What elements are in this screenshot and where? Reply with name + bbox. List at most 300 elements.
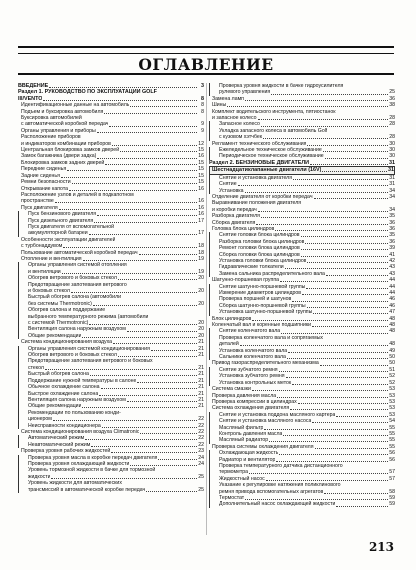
toc-entry-title: и боковых стекол <box>28 288 70 294</box>
toc-entry-page: 56 <box>389 450 395 457</box>
toc-entry-page: 46 <box>389 302 395 309</box>
toc-entry-title: Коленчатый вал и коренные подшипники <box>212 322 312 329</box>
toc-entry-title: Органы управления и приборы <box>21 127 96 134</box>
toc-entry-title: Гидравлические толкатели <box>219 264 284 271</box>
leader-dots <box>85 439 197 440</box>
toc-entry-page: 21 <box>198 352 204 359</box>
toc-entry-title: и индикаторов комбинации приборов <box>21 140 111 147</box>
toc-entry-page: 8 <box>201 95 204 102</box>
leader-dots <box>93 305 197 306</box>
leader-dots <box>307 145 388 146</box>
toc-entry-page: 46 <box>389 296 395 303</box>
toc-entry-title: Проверка давления масла <box>212 392 277 399</box>
leader-dots <box>49 87 197 88</box>
leader-dots <box>298 403 388 404</box>
toc-entry-title: Разборка двигателя <box>212 213 260 220</box>
toc-entry-title: Установка головки блока цилиндров <box>219 257 307 264</box>
toc-entry-page: 34 <box>389 187 395 194</box>
leader-dots <box>283 435 388 436</box>
toc-entry-title: Регламент технического обслуживания <box>212 140 307 147</box>
toc-entry-page: 43 <box>389 264 395 271</box>
toc-entry-title: Проверка уровня масла в коробке передач двигателя <box>28 454 158 461</box>
toc-entry-page: 34 <box>389 206 395 213</box>
leader-dots <box>82 407 197 408</box>
toc-entry[interactable] <box>209 501 395 507</box>
toc-entry-page: 58 <box>389 488 395 495</box>
leader-dots <box>322 171 387 172</box>
leader-dots <box>325 158 388 159</box>
toc-entry-title: Запасное колесо <box>219 121 260 128</box>
leader-dots <box>55 202 197 203</box>
toc-entry-page: 36 <box>389 225 395 232</box>
toc-entry-page: 54 <box>389 418 395 425</box>
toc-entry-page: 49 <box>389 347 395 354</box>
toc-entry-page: 24 <box>198 454 204 461</box>
leader-dots <box>286 377 388 378</box>
leader-dots <box>118 279 197 280</box>
toc-entry-title: Жидкостный насос <box>219 475 265 482</box>
toc-entry-page: 48 <box>389 328 395 335</box>
toc-entry-title: Система кондиционирования воздуха <box>21 339 113 346</box>
leader-dots <box>275 230 388 231</box>
leader-dots <box>61 177 197 178</box>
leader-dots <box>293 179 388 180</box>
toc-entry-title: Отопление и вентиляция <box>21 255 82 262</box>
leader-dots <box>245 192 388 193</box>
toc-entry-page: 15 <box>198 159 204 166</box>
leader-dots <box>130 465 197 466</box>
leader-dots <box>301 236 388 237</box>
toc-entry-title: Охлаждающая жидкость <box>219 450 279 457</box>
toc-entry-page: 53 <box>389 398 395 405</box>
leader-dots <box>279 371 388 372</box>
leader-dots <box>97 158 197 159</box>
toc-entry-page: 47 <box>389 309 395 316</box>
leader-dots <box>94 222 197 223</box>
toc-entry-title: Подъем и буксировка автомобиля <box>21 108 104 115</box>
toc-entry-title: стекол <box>28 364 44 371</box>
leader-dots <box>97 215 197 216</box>
toc-entry-title: аккумуляторной батареи <box>28 230 88 237</box>
toc-entry-title: Радиатор и вентилятор <box>219 456 276 463</box>
toc-entry-title: Рекомендации по пользованию конди- <box>28 409 121 416</box>
toc-entry-page: 19 <box>198 255 204 262</box>
toc-entry-page: 53 <box>389 411 395 418</box>
toc-entry-page: 36 <box>389 238 395 245</box>
toc-entry-title: Обогрев ветрового и боковых стекол <box>28 352 117 359</box>
leader-dots <box>67 170 197 171</box>
leader-dots <box>320 365 388 366</box>
toc-entry-title: Проверка компрессии в цилиндрах <box>212 398 297 405</box>
leader-dots <box>158 459 197 460</box>
leader-dots <box>89 324 197 325</box>
toc-column-right <box>209 83 395 541</box>
toc-entry-title: Раздел 1. РУКОВОДСТВО ПО ЭКСПЛУАТАЦИИ GOLF <box>18 89 157 96</box>
toc-entry-title: Установка контрольных меток <box>219 379 292 386</box>
toc-entry-title: Масляный фильтр <box>219 424 264 431</box>
leader-dots <box>249 473 388 474</box>
toc-entry-page: 20 <box>198 320 204 327</box>
leader-dots <box>72 183 197 184</box>
toc-entry-title: рулевого управления <box>219 89 271 96</box>
leader-dots <box>89 234 197 235</box>
leader-dots <box>315 448 388 449</box>
toc-entry-title: с турбонаддувом <box>21 243 63 250</box>
leader-dots <box>263 138 388 139</box>
leader-dots <box>130 106 197 107</box>
toc-entry-page: 53 <box>389 405 395 412</box>
toc-entry-title: Замена сальника распределительного вала <box>219 270 325 277</box>
toc-entry-page: 44 <box>389 290 395 296</box>
leader-dots <box>71 292 197 293</box>
leader-dots <box>146 491 197 492</box>
toc-entry-title: Быстрое охлаждение салона <box>28 390 99 397</box>
leader-dots <box>227 106 388 107</box>
toc-entry-title: Пуск двигателя <box>21 204 58 211</box>
toc-entry-title: Особенности эксплуатации двигателей <box>21 236 116 243</box>
toc-entry-title: с системой Thermotronic) <box>28 320 89 327</box>
leader-dots <box>113 343 197 344</box>
toc-entry-title: Передние сиденья <box>21 166 67 173</box>
toc-entry-page: 36 <box>389 219 395 226</box>
toc-entry-title: Проверка уровня охлаждающей жидкости <box>28 460 130 467</box>
toc-entry-page: 21 <box>198 396 204 403</box>
leader-dots <box>59 209 197 210</box>
toc-entry-title: Проверка уровня рабочих жидкостей <box>21 448 111 455</box>
toc-entry-page: 20 <box>198 275 204 282</box>
toc-entry-title: ВВЕДЕНИЕ <box>18 83 49 89</box>
toc-entry-page: 15 <box>198 166 204 173</box>
leader-dots <box>240 345 388 346</box>
toc-entry-title: Органы управления системой кондиционирования <box>28 345 150 352</box>
toc-entry-page: 12 <box>198 140 204 147</box>
leader-dots <box>277 397 388 398</box>
toc-entry-title: Сборка головки блока цилиндров <box>219 251 300 258</box>
leader-dots <box>97 132 197 133</box>
toc-entry-page: 53 <box>389 386 395 393</box>
toc-entry-title: с автоматической коробкой передач <box>21 121 109 128</box>
leader-dots <box>127 331 197 332</box>
leader-dots <box>102 427 197 428</box>
toc-entry-page: 38 <box>389 102 395 109</box>
toc-entry-title: жидкости <box>28 473 51 480</box>
toc-entry-page: 22 <box>198 422 204 429</box>
leader-dots <box>307 307 388 308</box>
toc-entry-page: 30 <box>389 147 395 154</box>
leader-dots <box>82 337 197 338</box>
leader-dots <box>139 254 197 255</box>
toc-entry-title: без системы Thermotronic) <box>28 300 92 307</box>
toc-entry-page: 20 <box>198 332 204 339</box>
toc-entry-title: Снятие шатунно-поршневой группы <box>219 283 306 290</box>
toc-entry-page: 30 <box>389 153 395 160</box>
leader-dots <box>69 190 197 191</box>
toc-entry-title: Неисправности кондиционера <box>28 422 101 429</box>
leader-dots <box>312 422 388 423</box>
page-number: 213 <box>368 540 394 554</box>
toc-entry-title: Проверка системы охлаждения двигателя <box>212 443 314 450</box>
leader-dots <box>301 256 388 257</box>
toc-column-left <box>18 83 204 541</box>
toc-entry-title: Обогрев салона и поддержание <box>28 307 106 314</box>
toc-entry-title: Быстрый обогрев салона <box>28 371 89 378</box>
toc-entry-title: Обычное охлаждение салона <box>28 384 100 391</box>
toc-entry-title: Система кондиционирования воздуха Climatronic <box>21 428 140 435</box>
toc-entry-page: 55 <box>389 430 395 437</box>
leader-dots <box>271 94 388 95</box>
toc-entry-page: 20 <box>198 288 204 294</box>
toc-entry-title: Блок цилиндров <box>212 315 252 322</box>
leader-dots <box>245 100 388 101</box>
toc-entry-page: 21 <box>198 390 204 397</box>
toc-entry-page: 51 <box>389 366 395 373</box>
toc-entry-title: Установка шатунно-поршневой группы <box>219 309 313 316</box>
leader-dots <box>336 506 388 507</box>
toc-entry-title: Буксировка автомобилей <box>21 115 82 122</box>
leader-dots <box>287 358 388 359</box>
leader-dots <box>127 401 197 402</box>
toc-entry-title: Снятие коленчатого вала <box>219 328 281 335</box>
toc-entry-page: 31 <box>389 181 395 188</box>
toc-entry-title: Пуск бензинового двигателя <box>28 211 97 218</box>
toc-entry-title: Уровень жидкости для автоматических <box>28 480 122 487</box>
toc-entry-page: 48 <box>389 322 395 329</box>
leader-dots <box>266 480 388 481</box>
toc-entry-title: Укладка запасного колеса в автомобиль Golf <box>219 127 328 134</box>
toc-entry-page: 21 <box>198 403 204 410</box>
toc-entry-title: Проверка уровня жидкости в бачке гидроусилителя <box>219 83 344 89</box>
toc-entry-title: пространстве <box>21 198 54 205</box>
leader-dots <box>280 281 388 282</box>
toc-entry-page: 21 <box>198 339 204 346</box>
leader-dots <box>63 247 197 248</box>
toc-entry-title: с кузовом хэтчбек <box>219 134 263 141</box>
toc-entry-title: Сальники коленчатого вала <box>219 354 286 361</box>
leader-dots <box>336 416 388 417</box>
toc-entry-page: 57 <box>389 469 395 476</box>
leader-dots <box>118 356 197 357</box>
toc-entry-title: Предотвращение запотевания ветрового и боковых <box>28 358 153 365</box>
toc-entry-title: деталей <box>219 341 239 348</box>
leader-dots <box>324 493 388 494</box>
toc-entry-page: 22 <box>198 428 204 435</box>
toc-entry-page: 28 <box>389 121 395 128</box>
toc-entry-title: Сборка шатунно-поршневой группы <box>219 302 306 309</box>
toc-entry-title: Снятие и установка двигателя <box>219 174 293 181</box>
toc-entry-page: 19 <box>198 268 204 275</box>
toc-entry-page: 31 <box>389 159 395 166</box>
toc-entry-page: 35 <box>389 232 395 239</box>
toc-entry-page: 22 <box>198 441 204 448</box>
toc-entry-page: 42 <box>389 257 395 264</box>
leader-dots <box>310 164 388 165</box>
toc-entry-title: Установка <box>219 187 244 194</box>
leader-dots <box>323 151 388 152</box>
toc-entry-title: Проверка коленчатого вала и сопрягаемых <box>219 334 324 341</box>
toc-entry-page: 24 <box>198 460 204 467</box>
toc-entry-title: Периодическое техническое обслуживание <box>219 153 324 160</box>
leader-dots <box>109 126 197 127</box>
leader-dots <box>288 352 388 353</box>
toc-entry-title: Шины <box>212 102 227 109</box>
leader-dots <box>281 333 388 334</box>
toc-entry-title: Автоматический режим <box>28 435 85 442</box>
toc-entry-page: 44 <box>389 283 395 290</box>
toc-entry-title: Шестнадцатиклапанные двигатели (16V) <box>212 167 322 174</box>
leader-dots <box>313 313 388 314</box>
toc-entry-title: ционером <box>28 416 52 423</box>
toc-entry-title: Снятие <box>219 181 237 188</box>
toc-entry-page: 43 <box>389 270 395 277</box>
toc-entry-title: Проверка температурного датчика дистанционного <box>219 462 343 469</box>
leader-dots <box>326 275 388 276</box>
toc-entry-page: 28 <box>389 115 395 122</box>
leader-dots <box>261 217 388 218</box>
toc-entry-title: Вентиляция салона наружным воздухом <box>28 396 126 403</box>
leader-dots <box>306 288 388 289</box>
toc-entry-page: 52 <box>389 379 395 386</box>
column-separator <box>206 83 207 535</box>
toc-entry-page: 8 <box>201 102 204 109</box>
toc-entry-page: 18 <box>198 249 204 256</box>
leader-dots <box>112 145 197 146</box>
toc-entry-page: 21 <box>198 377 204 384</box>
leader-dots <box>314 198 388 199</box>
toc-entry-page: 39 <box>389 245 395 252</box>
toc-entry-page: 21 <box>198 345 204 352</box>
toc-entry-page: 16 <box>198 198 204 205</box>
toc-entry-title: Быстрый обогрев салона (автомобили <box>28 294 121 301</box>
toc-entry-title: Неавтоматический режим <box>28 441 91 448</box>
toc-entry-page: 16 <box>198 211 204 218</box>
toc-entry-title: Идентификационные данные на автомобиль <box>21 102 130 109</box>
toc-entry-title: III/VENTO <box>18 95 43 102</box>
toc-entry-page: 8 <box>201 108 204 115</box>
leader-dots <box>258 211 388 212</box>
toc-entry-title: Система смазки <box>212 386 251 393</box>
top-rule <box>18 46 394 48</box>
leader-dots <box>140 433 197 434</box>
toc-entry-page: 55 <box>389 424 395 431</box>
toc-entry-page: 17 <box>198 230 204 237</box>
leader-dots <box>252 320 388 321</box>
leader-dots <box>105 164 197 165</box>
leader-dots <box>264 429 388 430</box>
toc-entry-title: Контроль давления масла <box>219 430 283 437</box>
toc-entry-page: 50 <box>389 354 395 361</box>
toc-entry-title: Масляный радиатор <box>219 437 269 444</box>
toc-entry-title: и вентиляции <box>28 268 61 275</box>
toc-entry-title: Снятие и установка поддона масляного картера <box>219 411 336 418</box>
toc-entry-page: 15 <box>198 179 204 186</box>
leader-dots <box>43 100 197 101</box>
toc-entry-page: 22 <box>198 435 204 442</box>
leader-dots <box>302 294 388 295</box>
toc-entry-page: 18 <box>198 243 204 250</box>
toc-entry[interactable] <box>209 166 395 174</box>
toc-entry-page: 28 <box>389 134 395 141</box>
leader-dots <box>62 273 197 274</box>
toc-entry-page: 31 <box>389 174 395 181</box>
leader-dots <box>83 260 197 261</box>
toc-entry-page: 17 <box>198 217 204 224</box>
leader-dots <box>245 499 388 500</box>
leader-dots <box>269 441 388 442</box>
toc-entry-page: 59 <box>389 501 395 508</box>
leader-dots <box>256 224 388 225</box>
toc-entry-page: 21 <box>198 384 204 391</box>
leader-dots <box>307 262 388 263</box>
toc-entry-page: 53 <box>389 392 395 399</box>
toc-entry-title: Указание к регулировке натяжения поликлинового <box>219 482 341 489</box>
leader-dots <box>111 452 197 453</box>
toc-entry-title: трансмиссий в автоматической коробке передач <box>28 486 146 493</box>
toc-entry-page: 59 <box>389 495 395 501</box>
toc-entry-title: Установка коленчатого вала <box>219 347 288 354</box>
toc-entry-title: Предотвращение запотевания ветрового <box>28 281 127 288</box>
toc-entry-title: Сборка двигателя <box>212 219 256 226</box>
toc-entry-page: 48 <box>389 315 395 322</box>
toc-entry-title: выбранного температурного режима (автомобили <box>28 313 149 320</box>
toc-entry-page: 31 <box>388 167 394 174</box>
toc-entry-page: 34 <box>389 193 395 200</box>
toc-entry-page: 9 <box>201 121 204 128</box>
leader-dots <box>120 151 197 152</box>
toc-entry-title: Расположение приборов <box>21 134 81 141</box>
leader-dots <box>301 249 388 250</box>
toc-entry-title: термометра <box>219 469 248 476</box>
toc-entry[interactable] <box>18 487 204 493</box>
leader-dots <box>292 384 388 385</box>
toc-entry-title: Проверка поршней и шатунов <box>219 296 292 303</box>
toc-entry-title: Задние сиденья <box>21 172 60 179</box>
toc-entry-title: Система охлаждения двигателя <box>212 405 290 412</box>
toc-entry-page: 21 <box>198 364 204 371</box>
toc-entry-title: Дополнительный насос охлаждающей жидкости <box>219 501 336 508</box>
toc-entry-title: Ежеледельное техническое обслуживание <box>219 147 322 154</box>
toc-entry-page: 15 <box>198 172 204 179</box>
toc-entry-page: 20 <box>198 326 204 333</box>
leader-dots <box>151 350 197 351</box>
toc-entry-title: Комплект водительского инструмента, пятиостанок <box>212 108 336 115</box>
toc-entry-title: Пользование автоматической коробкой передач <box>21 249 138 256</box>
toc-entry-page: 55 <box>389 443 395 450</box>
title-frame <box>18 53 394 75</box>
toc-entry-title: Общие рекомендации <box>28 403 82 410</box>
leader-dots <box>261 126 388 127</box>
toc-entry-page: 30 <box>389 140 395 147</box>
toc-entry-title: Измерение диаметров цилиндров <box>219 290 302 296</box>
toc-entry-page: 55 <box>389 437 395 444</box>
toc-entry-page: 9 <box>201 127 204 134</box>
toc-entry-page: 20 <box>198 300 204 307</box>
toc-entry-title: Отделение двигателя от коробки передач <box>212 193 313 200</box>
leader-dots <box>238 185 388 186</box>
toc-entry-title: Общие рекомендации <box>28 332 82 339</box>
toc-entry-title: Пуск дизельного двигателя <box>28 217 94 224</box>
toc-entry-title: Выравнивание положения двигателя <box>212 200 302 207</box>
leader-dots <box>279 454 388 455</box>
toc-entry-title: Поддержание нужной температуры в салоне <box>28 377 137 384</box>
toc-entry-title: Раздел 2. БЕНЗИНОВЫЕ ДВИГАТЕЛИ <box>209 159 310 166</box>
toc-entry-title: Пуск двигателя от вспомогательной <box>28 223 115 230</box>
toc-entry-page: 16 <box>198 185 204 192</box>
leader-dots <box>91 446 197 447</box>
toc-entry-page: 16 <box>198 153 204 160</box>
leader-dots <box>53 420 197 421</box>
toc-entry-title: Термостат <box>219 495 245 501</box>
toc-entry-title: Центральная блокировка замков дверей <box>21 147 120 154</box>
